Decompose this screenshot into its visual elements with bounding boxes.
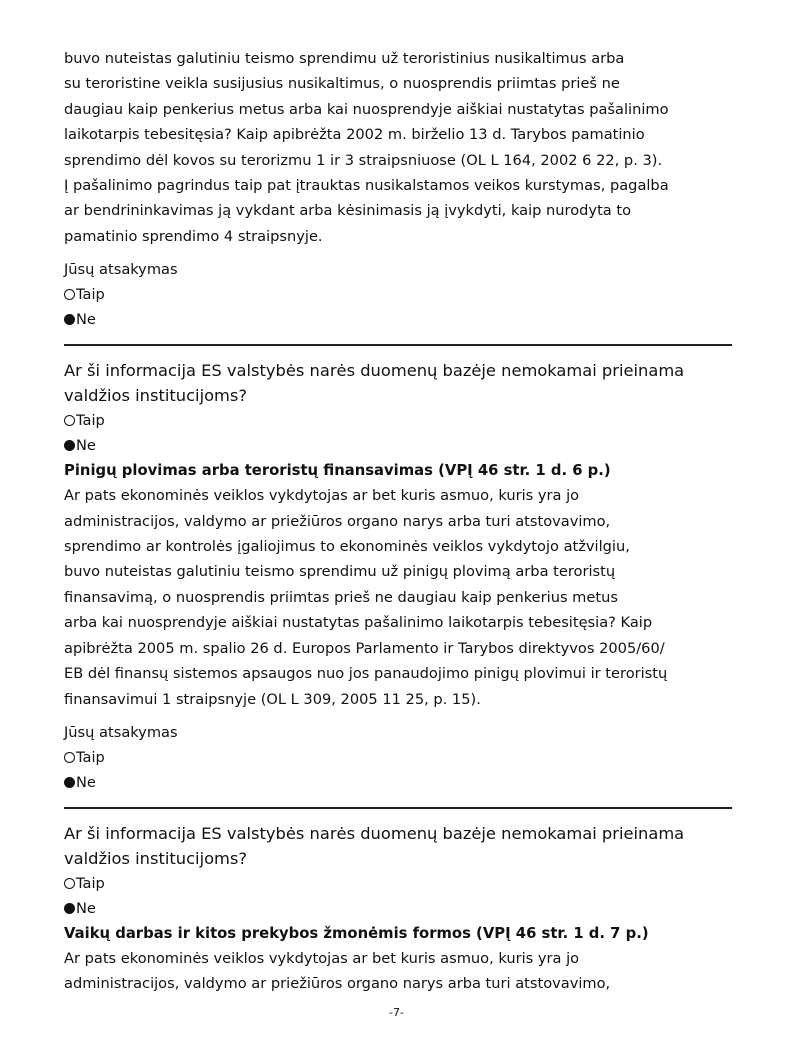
text-line: finansavimą, o nuosprendis priimtas prieš ne daugiau kaip penkerius metus	[64, 588, 618, 606]
text-line: administracijos, valdymo ar priežiūros organo narys arba turi atstovavimo,	[64, 975, 611, 993]
text-line: Ar pats ekonominės veiklos vykdytojas ar bet kuris asmuo, kuris yra jo	[64, 487, 580, 505]
option-label: Ne	[76, 773, 96, 791]
money-laundering-paragraph	[64, 483, 732, 712]
page-number: -7-	[389, 1006, 404, 1019]
radio-filled-icon[interactable]	[64, 777, 75, 788]
section-divider	[64, 807, 732, 809]
radio-option-no[interactable]	[64, 433, 732, 458]
text-line: laikotarpis tebesitęsia? Kaip apibrėžta 2002 m. birželio 13 d. Tarybos pamatinio	[64, 126, 645, 144]
radio-empty-icon[interactable]	[64, 878, 75, 889]
option-label: Ne	[76, 437, 96, 455]
terrorism-paragraph	[64, 46, 732, 249]
text-line: buvo nuteistas galutiniu teismo sprendimu už teroristinius nusikaltimus arba	[64, 50, 625, 67]
question-line: valdžios institucijoms?	[64, 848, 248, 868]
radio-option-yes[interactable]	[64, 282, 732, 307]
option-label: Taip	[76, 874, 105, 892]
question-line: valdžios institucijoms?	[64, 386, 248, 406]
text-line: daugiau kaip penkerius metus arba kai nuosprendyje aiškiai nustatytas pašalinimo	[64, 100, 669, 118]
text-line: sprendimo dėl kovos su terorizmu 1 ir 3 straipsniuose (OL L 164, 2002 6 22, p. 3).	[64, 151, 663, 169]
question-line: Ar ši informacija ES valstybės narės duomenų bazėje nemokamai prieinama	[64, 823, 685, 843]
child-labour-paragraph	[64, 946, 732, 997]
radio-option-no[interactable]	[64, 770, 732, 795]
radio-filled-icon[interactable]	[64, 314, 75, 325]
text-line: ar bendrininkavimas ją vykdant arba kėsinimasis ją įvykdyti, kaip nurodyta to	[64, 202, 632, 220]
question-line: Ar ši informacija ES valstybės narės duomenų bazėje nemokamai prieinama	[64, 361, 685, 381]
option-label: Ne	[76, 899, 96, 917]
radio-option-yes[interactable]	[64, 745, 732, 770]
answer-label: Jūsų atsakymas	[64, 723, 178, 741]
section-heading: Vaikų darbas ir kitos prekybos žmonėmis formos (VPĮ 46 str. 1 d. 7 p.)	[64, 924, 649, 942]
answer-label: Jūsų atsakymas	[64, 261, 178, 279]
option-label: Taip	[76, 748, 105, 766]
radio-option-yes[interactable]	[64, 871, 732, 896]
text-line: EB dėl finansų sistemos apsaugos nuo jos panaudojimo pinigų plovimui ir teroristų	[64, 665, 668, 683]
option-label: Taip	[76, 412, 105, 430]
text-line: su teroristine veikla susijusius nusikaltimus, o nuosprendis priimtas prieš ne	[64, 75, 620, 93]
text-line: pamatinio sprendimo 4 straipsnyje.	[64, 227, 323, 245]
text-line: finansavimui 1 straipsnyje (OL L 309, 2005 11 25, p. 15).	[64, 690, 481, 708]
radio-option-yes[interactable]	[64, 408, 732, 433]
radio-filled-icon[interactable]	[64, 440, 75, 451]
text-line: Ar pats ekonominės veiklos vykdytojas ar bet kuris asmuo, kuris yra jo	[64, 949, 580, 967]
text-line: buvo nuteistas galutiniu teismo sprendimu už pinigų plovimą arba teroristų	[64, 563, 616, 581]
radio-empty-icon[interactable]	[64, 415, 75, 426]
radio-option-no[interactable]	[64, 307, 732, 332]
option-label: Ne	[76, 311, 96, 329]
text-line: administracijos, valdymo ar priežiūros organo narys arba turi atstovavimo,	[64, 512, 611, 530]
text-line: Į pašalinimo pagrindus taip pat įtrauktas nusikalstamos veikos kurstymas, pagalba	[64, 177, 669, 195]
option-label: Taip	[76, 286, 105, 304]
radio-option-no[interactable]	[64, 896, 732, 921]
radio-empty-icon[interactable]	[64, 752, 75, 763]
text-line: sprendimo ar kontrolės įgaliojimus to ekonominės veiklos vykdytojo atžvilgiu,	[64, 538, 630, 556]
radio-filled-icon[interactable]	[64, 903, 75, 914]
text-line: arba kai nuosprendyje aiškiai nustatytas pašalinimo laikotarpis tebesitęsia? Kaip	[64, 614, 653, 632]
document-page	[64, 46, 732, 997]
section-divider	[64, 344, 732, 346]
text-line: apibrėžta 2005 m. spalio 26 d. Europos Parlamento ir Tarybos direktyvos 2005/60/	[64, 639, 665, 657]
radio-empty-icon[interactable]	[64, 289, 75, 300]
section-heading: Pinigų plovimas arba teroristų finansavimas (VPĮ 46 str. 1 d. 6 p.)	[64, 462, 611, 480]
